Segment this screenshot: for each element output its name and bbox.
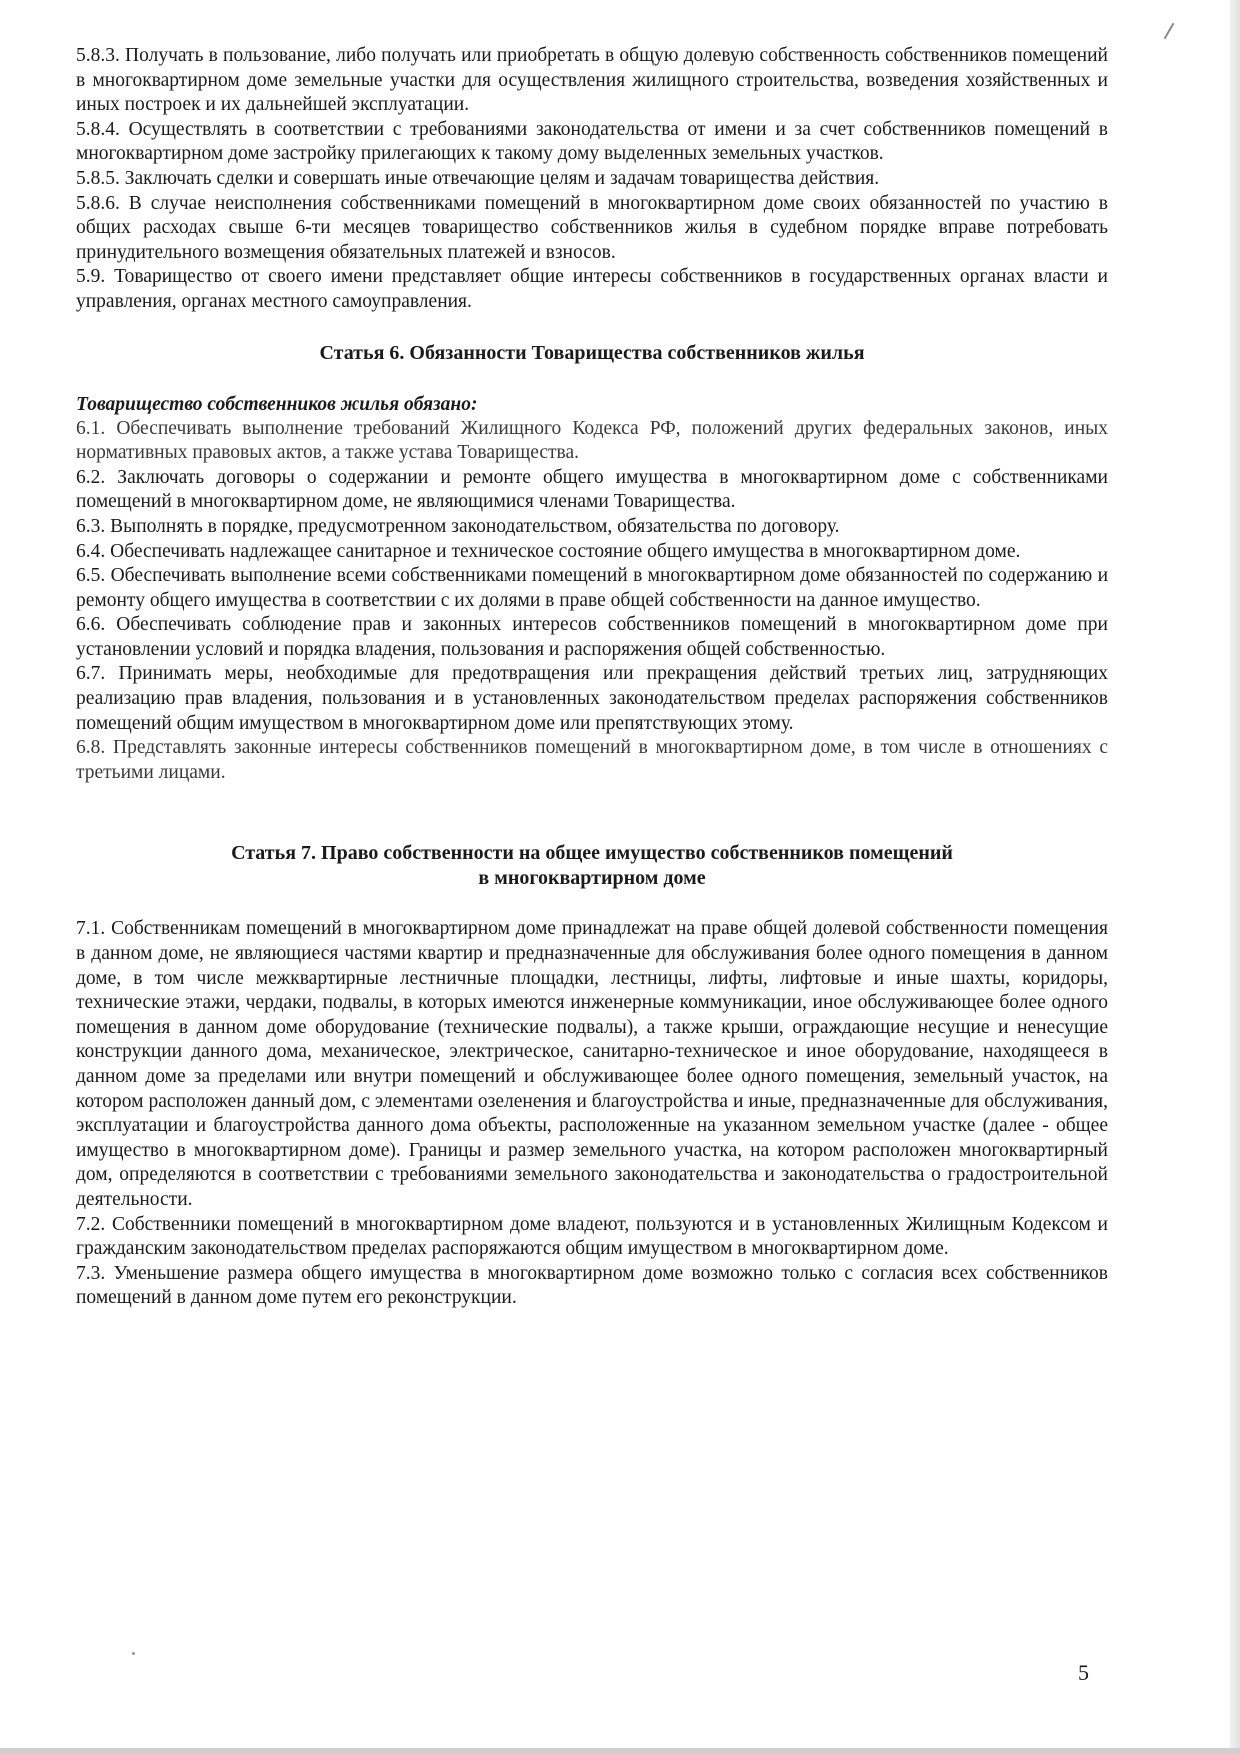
clause-6-4: 6.4. Обеспечивать надлежащее санитарное и техническое состояние общего имущества в многоквартирном доме. [76, 540, 1021, 562]
article-7-heading: Статья 7. Право собственности на общее имущество собственников помещений [231, 842, 953, 865]
scan-dust [132, 1652, 135, 1655]
clause-5-8-3: 5.8.3. Получать в пользование, либо получать или приобретать в общую долевую собственность собственников помещений в многоквартирном доме земельные участки для осуществления жилищного строительства, возведения хозяйственных и иных построек и их дальнейшей эксплуатации. [76, 45, 1108, 116]
clause-6-5: 6.5. Обеспечивать выполнение всеми собственниками помещений в многоквартирном доме обязанностей по содержанию и ремонту общего имущества в соответствии с их долями в праве общей собственности на данное имущество. [76, 565, 1108, 611]
clause-5-8-4: 5.8.4. Осуществлять в соответствии с требованиями законодательства от имени и за счет собственников помещений в многоквартирном доме застройку прилегающих к такому дому выделенных земельных участков. [76, 118, 1108, 165]
article-7-heading-line2: в многоквартирном доме [478, 867, 706, 890]
clause-7-2: 7.2. Собственники помещений в многоквартирном доме владеют, пользуются и в установленных Жилищным Кодексом и гражданским законодательством пределах распоряжаются общим имуществом в многоквартирном доме. [76, 1213, 1108, 1260]
article-6-heading: Статья 6. Обязанности Товарищества собственников жилья [319, 341, 865, 364]
article-6-lead: Товарищество собственников жилья обязано: [76, 393, 478, 415]
clause-7-3: 7.3. Уменьшение размера общего имущества в многоквартирном доме возможно только с согласия всех собственников помещений в данном доме путем его реконструкции. [76, 1262, 1108, 1309]
clause-6-3: 6.3. Выполнять в порядке, предусмотренном законодательством, обязательства по договору. [76, 515, 840, 537]
clause-6-7: 6.7. Принимать меры, необходимые для предотвращения или прекращения действий третьих лиц, затрудняющих реализацию прав владения, пользования и в установленных законодательством пределах распоряжения собственников помещений общим имуществом в многоквартирном доме или препятствующих этому. [76, 663, 1108, 734]
scan-edge-right [1230, 0, 1240, 1754]
clause-6-1: 6.1. Обеспечивать выполнение требований Жилищного Кодекса РФ, положений других федеральных законов, иных нормативных правовых актов, а также устава Товарищества. [76, 417, 1108, 464]
clause-6-6: 6.6. Обеспечивать соблюдение прав и законных интересов собственников помещений в многоквартирном доме при установлении условий и порядка владения, пользования и распоряжения общей собственностью. [76, 614, 1108, 660]
clause-6-8: 6.8. Представлять законные интересы собственников помещений в многоквартирном доме, в том числе в отношениях с третьими лицами. [76, 737, 1108, 783]
clause-5-8-5: 5.8.5. Заключать сделки и совершать иные отвечающие целям и задачам товарищества действия. [76, 167, 880, 189]
document-body [76, 44, 1108, 1311]
clause-6-2: 6.2. Заключать договоры о содержании и ремонте общего имущества в многоквартирном доме с собственниками помещений в многоквартирном доме, не являющимися членами Товарищества. [76, 466, 1108, 513]
clause-5-9: 5.9. Товарищество от своего имени представляет общие интересы собственников в государственных органах власти и управления, органах местного самоуправления. [76, 266, 1108, 312]
scan-mark [1164, 23, 1175, 40]
scan-edge-bottom [0, 1748, 1240, 1754]
clause-7-1: 7.1. Собственникам помещений в многоквартирном доме принадлежат на праве общей долевой собственности помещения в данном доме, не являющиеся частями квартир и предназначенные для обслуживания более одного помещения в данном доме, в том числе межквартирные лестничные площадки, лестницы, лифты, лифтовые и иные шахты, коридоры, технические этажи, чердаки, подвалы, в которых имеются инженерные коммуникации, иное обслуживающее более одного помещения в данном доме оборудование (технические подвалы), а также крыши, ограждающие несущие и ненесущие конструкции данного дома, механическое, электрическое, санитарно-техническое и иное оборудование, находящееся в данном доме за пределами или внутри помещений и обслуживающее более одного помещения, земельный участок, на котором расположен данный дом, с элементами озеленения и благоустройства и иные, предназначенные для обслуживания, эксплуатации и благоустройства данного дома объекты, расположенные на указанном земельном участке (далее - общее имущество в многоквартирном доме). Границы и размер земельного участка, на котором расположен многоквартирный дом, определяются в соответствии с требованиями земельного законодательства и законодательства о градостроительной деятельности. [76, 918, 1108, 1210]
clause-5-8-6: 5.8.6. В случае неисполнения собственниками помещений в многоквартирном доме своих обязанностей по участию в общих расходах свыше 6-ти месяцев товарищество собственников жилья в судебном порядке вправе потребовать принудительного возмещения обязательных платежей и взносов. [76, 192, 1108, 263]
page-number: 5 [1078, 1660, 1089, 1685]
